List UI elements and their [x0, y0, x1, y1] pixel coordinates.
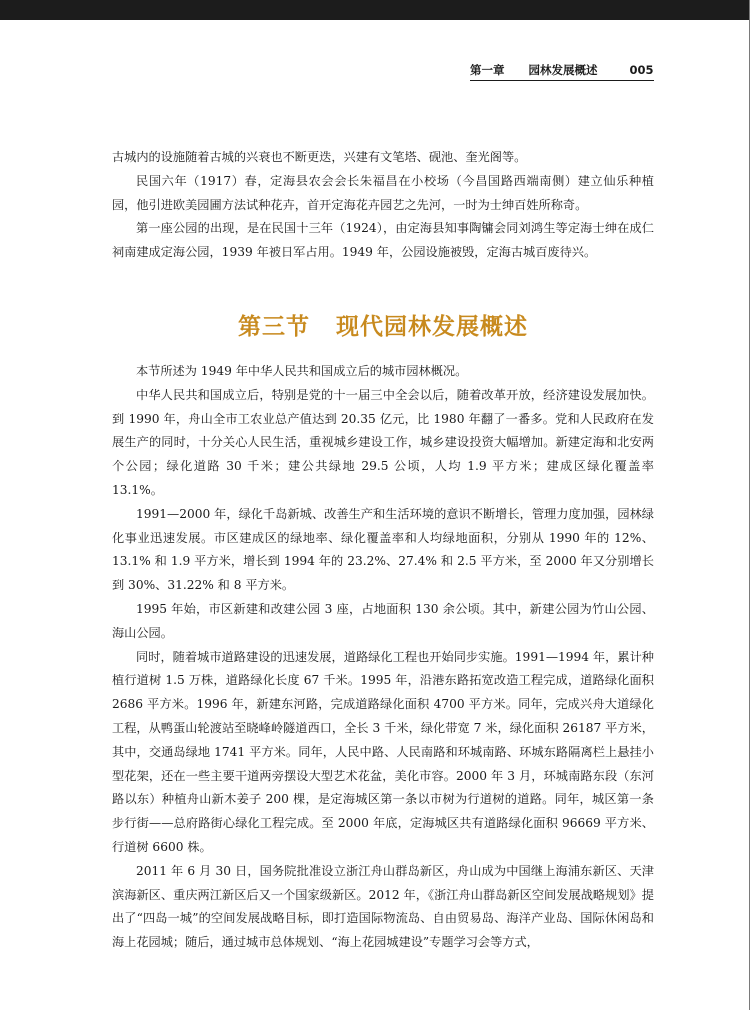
running-head-chapter-title: 园林发展概述	[528, 63, 598, 77]
page-number: 005	[629, 63, 654, 77]
section-heading	[112, 308, 654, 341]
paragraph: 古城内的设施随着古城的兴衰也不断更迭，兴建有文笔塔、砚池、奎光阁等。	[112, 150, 527, 164]
running-head-chapter: 第一章	[470, 63, 505, 77]
section-number: 第三节	[238, 314, 310, 340]
paragraph: 1991—2000 年，绿化千岛新城、改善生产和生活环境的意识不断增长，管理力度加强，园林绿化事业迅速发展。市区建成区的绿地率、绿化覆盖率和人均绿地面积，分别从 1990 年的 12%、13.1% 和 1.9 平方米，增长到 1994 年的 23.2%、27.4% 和 2.5 平方米，至 2000 年又分别增长到 30%、31.22% 和 8 平方米。	[112, 506, 654, 593]
paragraph: 同时，随着城市道路建设的迅速发展，道路绿化工程也开始同步实施。1991—1994 年，累计种植行道树 1.5 万株，道路绿化长度 67 千米。1995 年，沿港东路拓宽改造工程完成，道路绿化面积 2686 平方米。1996 年，新建东河路，完成道路绿化面积 4700 平方米。同年，完成兴舟大道绿化工程，从鸭蛋山轮渡站至晓峰岭隧道西口，全长 3 千米，绿化带宽 7 米，绿化面积 26187 平方米，其中，交通岛绿地 1741 平方米。同年，人民中路、人民南路和环城南路、环城东路隔离栏上悬挂小型花架，还在一些主要干道两旁摆设大型艺术花盆，美化市容。2000 年 3 月，环城南路东段（东河路以东）种植舟山新木姜子 200 棵，是定海城区第一条以市树为行道树的道路。同年，城区第一条步行街——总府路街心绿化工程完成。至 2000 年底，定海城区共有道路绿化面积 96669 平方米、行道树 6600 株。	[112, 649, 654, 854]
body-text-main	[112, 360, 654, 955]
paragraph: 民国六年（1917）春，定海县农会会长朱福昌在小校场（今昌国路西端南侧）建立仙乐种植园，他引进欧美园圃方法试种花卉，首开定海花卉园艺之先河，一时为士绅百姓所称奇。	[112, 173, 654, 212]
section-title: 现代园林发展概述	[336, 314, 528, 340]
paragraph: 本节所述为 1949 年中华人民共和国成立后的城市园林概况。	[136, 364, 468, 378]
body-text-top	[112, 146, 654, 265]
paragraph: 1995 年始，市区新建和改建公园 3 座，占地面积 130 余公顷。其中，新建公园为竹山公园、海山公园。	[112, 601, 654, 640]
running-head	[470, 62, 654, 78]
running-head-rule	[470, 80, 654, 81]
paragraph: 第一座公园的出现，是在民国十三年（1924），由定海县知事陶镛会同刘鸿生等定海士绅在成仁祠南建成定海公园，1939 年被日军占用。1949 年，公园设施被毁，定海古城百废待兴。	[112, 221, 654, 260]
paragraph: 中华人民共和国成立后，特别是党的十一届三中全会以后，随着改革开放，经济建设发展加快。到 1990 年，舟山全市工农业总产值达到 20.35 亿元，比 1980 年翻了一番多。党和人民政府在发展生产的同时，十分关心人民生活，重视城乡建设工作，城乡建设投资大幅增加。新建定海和北安两个公园；绿化道路 30 千米；建公共绿地 29.5 公顷，人均 1.9 平方米；建成区绿化覆盖率 13.1%。	[112, 387, 654, 497]
paragraph: 2011 年 6 月 30 日，国务院批准设立浙江舟山群岛新区，舟山成为中国继上海浦东新区、天津滨海新区、重庆两江新区后又一个国家级新区。2012 年，《浙江舟山群岛新区空间发展战略规划》提出了“四岛一城”的空间发展战略目标，即打造国际物流岛、自由贸易岛、海洋产业岛、国际休闲岛和海上花园城；随后，通过城市总体规划、“海上花园城建设”专题学习会等方式，	[112, 863, 654, 950]
top-dark-band	[0, 0, 749, 20]
